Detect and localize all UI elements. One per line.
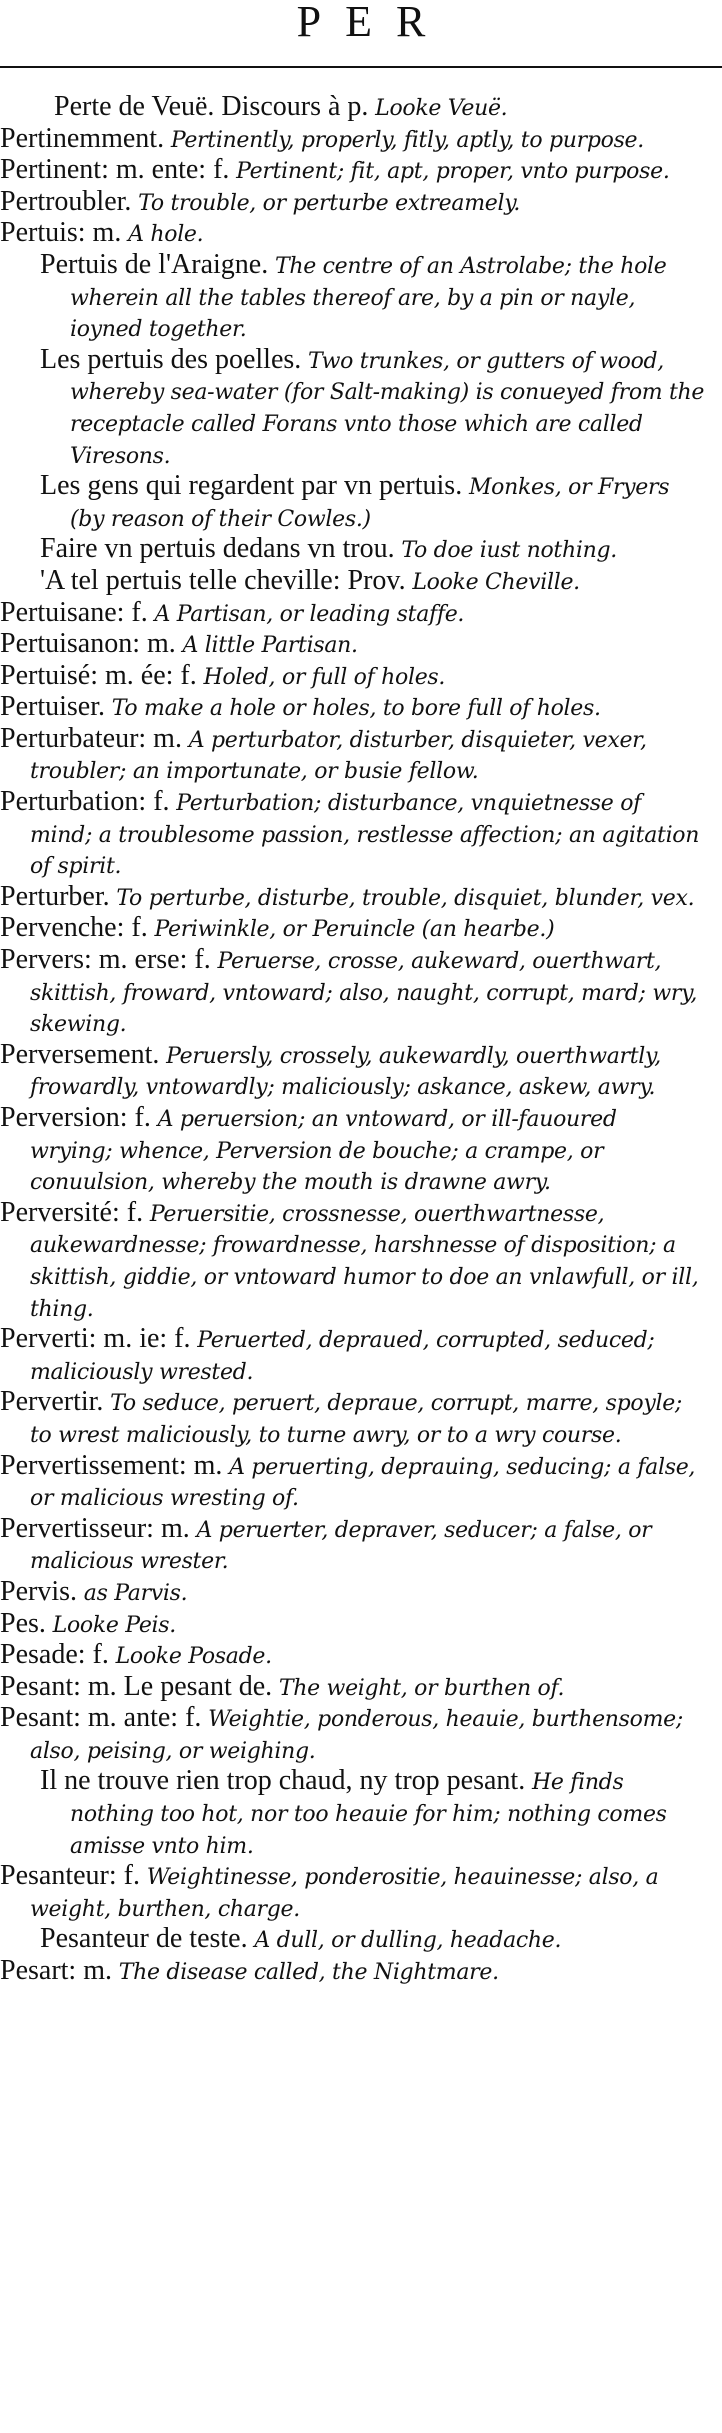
- entry-definition: A little Partisan.: [182, 633, 358, 659]
- entry-definition: as Parvis.: [83, 1580, 188, 1606]
- entry-definition: Looke Cheville.: [412, 569, 580, 595]
- dictionary-entry: [0, 1040, 700, 1103]
- entry-definition: To doe iust nothing.: [401, 538, 617, 564]
- entry-definition: A peruerter, depraver, seducer; a false, or malicious wrester.: [30, 1517, 652, 1575]
- entry-definition: To make a hole or holes, to bore full of holes.: [111, 696, 601, 722]
- dictionary-entry: [54, 92, 708, 124]
- entry-definition: The disease called, the Nightmare.: [118, 1960, 499, 1986]
- entry-headword: Perturber.: [0, 880, 110, 912]
- dictionary-entry: [0, 598, 700, 630]
- dictionary-entry: [0, 187, 700, 219]
- entry-definition: Perturbation; disturbance, vnquietnesse of mind; a troublesome passion, restlesse affection; an agitation of spirit.: [30, 791, 700, 880]
- entry-headword: Pertuis de l'Araigne.: [40, 248, 269, 280]
- entry-headword: Pervis.: [0, 1575, 77, 1607]
- entry-headword: 'A tel pertuis telle cheville: Prov.: [40, 564, 406, 596]
- dictionary-entry: [0, 661, 700, 693]
- entry-headword: Pesant: m. ante: f.: [0, 1702, 202, 1734]
- entry-definition: To perturbe, disturbe, trouble, disquiet, blunder, vex.: [116, 885, 695, 911]
- entry-headword: Faire vn pertuis dedans vn trou.: [40, 533, 395, 565]
- entry-definition: Periwinkle, or Peruincle (an hearbe.): [154, 917, 555, 943]
- entry-definition: Two trunkes, or gutters of wood, whereby sea-water (for Salt-making) is conueyed from the receptacle called Forans vnto those which are called Viresons.: [70, 348, 705, 469]
- entry-definition: A perturbator, disturber, disquieter, vexer, troubler; an importunate, or busie fellow.: [30, 727, 647, 785]
- dictionary-entry: [0, 787, 700, 882]
- entry-headword: Pertuisane: f.: [0, 596, 148, 628]
- dictionary-entry: [0, 1640, 700, 1672]
- dictionary-entry: [0, 1387, 700, 1450]
- entry-definition: A dull, or dulling, headache.: [254, 1928, 562, 1954]
- entry-headword: Pertroubler.: [0, 185, 132, 217]
- running-head: PER: [296, 0, 450, 46]
- dictionary-entry: [0, 945, 700, 1040]
- dictionary-entry: [0, 1451, 700, 1514]
- dictionary-entry: [0, 1198, 700, 1324]
- entry-headword: Pertuis: m.: [0, 217, 122, 249]
- dictionary-entry: [0, 1703, 700, 1766]
- entry-headword: Perturbation: f.: [0, 786, 170, 818]
- dictionary-entry: [40, 345, 708, 471]
- dictionary-entry: [0, 692, 700, 724]
- dictionary-entry: [40, 471, 708, 534]
- entry-definition: Looke Veuë.: [375, 96, 508, 121]
- dictionary-entry: [0, 1103, 700, 1198]
- entry-definition: To trouble, or perturbe extreamely.: [138, 190, 521, 216]
- entry-headword: Pervenche: f.: [0, 912, 148, 944]
- dictionary-entry: [40, 534, 708, 566]
- entry-headword: Pesant: m. Le pesant de.: [0, 1670, 273, 1702]
- dictionary-entry: [0, 1324, 700, 1387]
- entry-headword: Perverti: m. ie: f.: [0, 1323, 191, 1355]
- entry-headword: Pesade: f.: [0, 1639, 109, 1671]
- entry-headword: Les pertuis des poelles.: [40, 343, 302, 375]
- entry-definition: Monkes, or Fryers (by reason of their Cowles.): [70, 475, 670, 532]
- dictionary-entry: [0, 882, 700, 914]
- entry-definition: Pertinent; fit, apt, proper, vnto purpose.: [236, 159, 670, 185]
- dictionary-entry: [0, 1861, 700, 1924]
- entry-headword: Pervertisseur: m.: [0, 1512, 190, 1544]
- dictionary-entry: [0, 629, 700, 661]
- entry-definition: The weight, or burthen of.: [278, 1675, 565, 1701]
- entry-headword: Pertinent: m. ente: f.: [0, 154, 230, 186]
- dictionary-entry: [40, 1766, 708, 1861]
- entry-headword: Les gens qui regardent par vn pertuis.: [40, 470, 463, 502]
- entry-headword: Perversement.: [0, 1038, 160, 1070]
- entry-definition: Looke Peis.: [52, 1612, 176, 1638]
- entry-definition: Peruerted, depraued, corrupted, seduced; maliciously wrested.: [30, 1328, 655, 1385]
- dictionary-entry: [0, 1956, 700, 1988]
- entry-headword: Pesart: m.: [0, 1955, 112, 1987]
- entry-headword: Pertuisanon: m.: [0, 628, 176, 660]
- entry-definition: A peruerting, deprauing, seducing; a false, or malicious wresting of.: [30, 1454, 696, 1512]
- entry-headword: Pervertir.: [0, 1386, 104, 1418]
- entry-headword: Pesanteur de teste.: [40, 1923, 248, 1955]
- dictionary-entry: [40, 566, 708, 598]
- entry-definition: A hole.: [128, 222, 204, 248]
- entry-definition: Weightie, ponderous, heauie, burthensome; also, peising, or weighing.: [30, 1707, 683, 1764]
- entry-headword: Pervers: m. erse: f.: [0, 944, 211, 976]
- entry-headword: Pervertissement: m.: [0, 1449, 223, 1481]
- dictionary-entry: [0, 1672, 700, 1704]
- entry-definition: Peruersly, crossely, aukewardly, ouerthwartly, frowardly, vntowardly; maliciously; askance, askew, awry.: [30, 1043, 661, 1101]
- dictionary-entry: [0, 1577, 700, 1609]
- entry-headword: Perversion: f.: [0, 1102, 151, 1133]
- dictionary-entry: [0, 724, 700, 787]
- dictionary-entry: [40, 250, 708, 345]
- entry-definition: Pertinently, properly, fitly, aptly, to purpose.: [170, 127, 644, 153]
- entry-headword: Perturbateur: m.: [0, 722, 182, 754]
- entry-headword: Perversité: f.: [0, 1196, 144, 1228]
- header-rule: [0, 66, 722, 68]
- entry-headword: Pertuiser.: [0, 691, 105, 723]
- dictionary-entry: [0, 155, 700, 187]
- entry-headword: Pesanteur: f.: [0, 1860, 140, 1892]
- dictionary-entry: [0, 913, 700, 945]
- entry-definition: To seduce, peruert, depraue, corrupt, marre, spoyle; to wrest maliciously, to turne awry, or to a wry course.: [30, 1391, 683, 1448]
- dictionary-entry: [0, 1514, 700, 1577]
- entry-definition: A Partisan, or leading staffe.: [154, 601, 465, 627]
- dictionary-entry: [0, 1609, 700, 1641]
- dictionary-entry: [0, 124, 700, 156]
- entry-headword: Pes.: [0, 1607, 46, 1639]
- entry-headword: Il ne trouve rien trop chaud, ny trop pesant.: [40, 1765, 526, 1797]
- entry-headword: Pertinemment.: [0, 122, 165, 154]
- entry-definition: Holed, or full of holes.: [203, 664, 446, 690]
- entry-definition: The centre of an Astrolabe; the hole wherein all the tables thereof are, by a pin or nayle, ioyned together.: [70, 253, 667, 343]
- entry-definition: Peruersitie, crossnesse, ouerthwartnesse, aukewardnesse; frowardnesse, harshnesse of disposition; a skittish, giddie, or vntoward humor to doe an vnlawfull, or ill, thing.: [30, 1201, 699, 1322]
- entry-headword: Perte de Veuë. Discours à p.: [54, 91, 369, 122]
- entry-definition: Peruerse, crosse, aukeward, ouerthwart, skittish, froward, vntoward; also, naught, corrupt, mard; wry, skewing.: [30, 949, 698, 1038]
- entry-headword: Pertuisé: m. ée: f.: [0, 659, 197, 691]
- entry-definition: Weightinesse, ponderositie, heauinesse; also, a weight, burthen, charge.: [30, 1865, 659, 1922]
- dictionary-entry: [40, 1924, 708, 1956]
- dictionary-entry: [0, 218, 700, 250]
- entry-definition: Looke Posade.: [115, 1644, 272, 1670]
- entry-definition: A peruersion; an vntoward, or ill-fauoured wrying; whence, Perversion de bouche; a crampe, or conuulsion, whereby the mouth is drawne awry.: [30, 1107, 617, 1196]
- entry-list: [0, 92, 722, 1988]
- entry-definition: He finds nothing too hot, nor too heauie for him; nothing comes amisse vnto him.: [70, 1770, 667, 1859]
